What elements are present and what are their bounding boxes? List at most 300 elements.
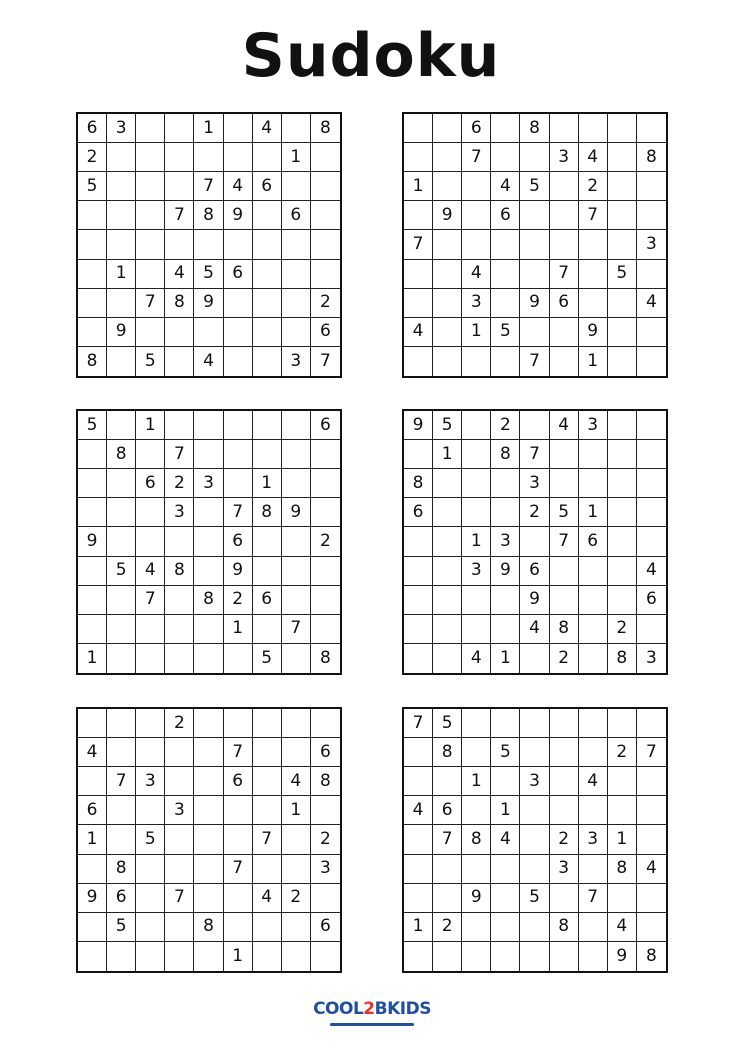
sudoku-cell: 7 xyxy=(165,201,194,230)
sudoku-cell: 7 xyxy=(462,143,491,172)
sudoku-cell xyxy=(224,411,253,440)
sudoku-cell xyxy=(433,644,462,673)
sudoku-cell: 2 xyxy=(491,411,520,440)
sudoku-cell: 2 xyxy=(579,172,608,201)
sudoku-cell xyxy=(224,440,253,469)
sudoku-cell xyxy=(107,825,136,854)
sudoku-cell xyxy=(78,498,107,527)
sudoku-cell xyxy=(637,172,666,201)
sudoku-cell: 1 xyxy=(224,942,253,971)
sudoku-cell xyxy=(282,230,311,259)
sudoku-cell xyxy=(136,738,165,767)
sudoku-cell xyxy=(491,913,520,942)
sudoku-cell: 8 xyxy=(107,855,136,884)
sudoku-cell xyxy=(637,440,666,469)
sudoku-cell xyxy=(107,527,136,556)
sudoku-cell xyxy=(136,615,165,644)
sudoku-cell xyxy=(282,709,311,738)
sudoku-cell xyxy=(194,796,223,825)
sudoku-cell xyxy=(253,230,282,259)
sudoku-cell xyxy=(433,498,462,527)
sudoku-cell: 2 xyxy=(78,143,107,172)
sudoku-cell xyxy=(253,411,282,440)
sudoku-cell xyxy=(520,825,549,854)
sudoku-cell xyxy=(491,347,520,376)
sudoku-cell xyxy=(107,709,136,738)
sudoku-cell: 8 xyxy=(320,647,331,668)
sudoku-cell: 5 xyxy=(107,557,136,586)
sudoku-cell xyxy=(462,411,491,440)
sudoku-cell: 7 xyxy=(136,586,165,615)
logo-text-suffix: BKIDS xyxy=(374,999,431,1019)
sudoku-cell xyxy=(637,114,666,143)
sudoku-cell xyxy=(136,709,165,738)
sudoku-cell xyxy=(107,230,136,259)
sudoku-cell xyxy=(579,709,608,738)
sudoku-cell xyxy=(194,615,223,644)
sudoku-cell: 6 xyxy=(136,469,165,498)
sudoku-cell: 8 xyxy=(311,767,340,796)
sudoku-cell xyxy=(282,318,311,347)
sudoku-cell: 2 xyxy=(311,289,340,318)
sudoku-cell: 5 xyxy=(433,709,462,738)
sudoku-cell: 2 xyxy=(165,469,194,498)
sudoku-cell xyxy=(462,615,491,644)
sudoku-cell: 2 xyxy=(311,825,340,854)
sudoku-cell xyxy=(165,767,194,796)
sudoku-cell xyxy=(491,709,520,738)
sudoku-cell xyxy=(550,942,579,971)
sudoku-cell xyxy=(136,440,165,469)
sudoku-cell: 7 xyxy=(550,260,579,289)
sudoku-cell xyxy=(404,114,433,143)
sudoku-cell: 4 xyxy=(550,411,579,440)
sudoku-cell xyxy=(253,796,282,825)
sudoku-cell: 6 xyxy=(520,557,549,586)
sudoku-cell xyxy=(608,586,637,615)
sudoku-cell xyxy=(637,796,666,825)
sudoku-cell: 8 xyxy=(646,945,657,966)
sudoku-cell: 6 xyxy=(311,913,340,942)
sudoku-cell: 6 xyxy=(311,411,340,440)
sudoku-cell xyxy=(520,644,549,673)
sudoku-cell xyxy=(78,440,107,469)
sudoku-cell xyxy=(107,143,136,172)
sudoku-cell xyxy=(194,825,223,854)
sudoku-cell xyxy=(579,260,608,289)
sudoku-cell xyxy=(253,347,282,376)
sudoku-cell: 3 xyxy=(136,767,165,796)
sudoku-cell xyxy=(579,913,608,942)
sudoku-cell xyxy=(608,230,637,259)
sudoku-cell xyxy=(433,855,462,884)
sudoku-cell xyxy=(550,767,579,796)
sudoku-cell xyxy=(491,143,520,172)
sudoku-cell xyxy=(462,709,491,738)
sudoku-cell: 8 xyxy=(253,498,282,527)
sudoku-cell xyxy=(253,855,282,884)
sudoku-cell xyxy=(433,289,462,318)
sudoku-cell xyxy=(107,586,136,615)
sudoku-cell xyxy=(78,230,107,259)
sudoku-cell xyxy=(253,289,282,318)
sudoku-cell xyxy=(550,318,579,347)
sudoku-cell xyxy=(404,738,433,767)
sudoku-cell xyxy=(491,289,520,318)
sudoku-cell: 4 xyxy=(224,172,253,201)
sudoku-cell: 3 xyxy=(579,411,608,440)
sudoku-cell: 2 xyxy=(608,738,637,767)
sudoku-cell: 3 xyxy=(579,825,608,854)
sudoku-cell: 1 xyxy=(404,172,433,201)
sudoku-cell xyxy=(136,884,165,913)
sudoku-cell: 4 xyxy=(520,615,549,644)
sudoku-cell: 5 xyxy=(433,411,462,440)
sudoku-cell: 9 xyxy=(608,942,637,971)
sudoku-cell xyxy=(520,318,549,347)
sudoku-cell xyxy=(608,527,637,556)
sudoku-cell: 4 xyxy=(608,913,637,942)
sudoku-cell xyxy=(579,644,608,673)
sudoku-cell xyxy=(433,767,462,796)
sudoku-cell xyxy=(165,411,194,440)
sudoku-cell xyxy=(311,143,340,172)
sudoku-cell xyxy=(107,469,136,498)
sudoku-cell xyxy=(637,498,666,527)
sudoku-cell xyxy=(107,289,136,318)
sudoku-cell xyxy=(491,230,520,259)
sudoku-cell xyxy=(282,855,311,884)
sudoku-cell xyxy=(107,796,136,825)
sudoku-cell xyxy=(404,557,433,586)
sudoku-cell xyxy=(136,201,165,230)
sudoku-cell xyxy=(462,498,491,527)
sudoku-cell xyxy=(136,318,165,347)
sudoku-cell xyxy=(433,527,462,556)
sudoku-cell xyxy=(608,172,637,201)
sudoku-cell: 2 xyxy=(311,527,340,556)
sudoku-cell xyxy=(78,201,107,230)
sudoku-cell xyxy=(608,557,637,586)
sudoku-cell xyxy=(224,347,253,376)
sudoku-cell: 7 xyxy=(165,884,194,913)
sudoku-cell xyxy=(311,557,340,586)
sudoku-cell: 2 xyxy=(282,884,311,913)
sudoku-cell: 7 xyxy=(224,738,253,767)
sudoku-cell: 9 xyxy=(579,318,608,347)
sudoku-cell xyxy=(311,586,340,615)
sudoku-cell xyxy=(608,767,637,796)
sudoku-cell: 5 xyxy=(491,738,520,767)
sudoku-cell xyxy=(608,440,637,469)
sudoku-cell xyxy=(107,942,136,971)
sudoku-cell xyxy=(78,942,107,971)
sudoku-cell: 7 xyxy=(520,440,549,469)
sudoku-cell xyxy=(462,855,491,884)
sudoku-cell xyxy=(520,913,549,942)
sudoku-cell xyxy=(550,201,579,230)
sudoku-cell xyxy=(107,498,136,527)
sudoku-cell xyxy=(282,260,311,289)
sudoku-cell: 4 xyxy=(253,884,282,913)
sudoku-cell: 2 xyxy=(224,586,253,615)
sudoku-cell: 4 xyxy=(462,644,491,673)
sudoku-cell xyxy=(520,527,549,556)
sudoku-cell: 4 xyxy=(637,289,666,318)
sudoku-cell xyxy=(165,615,194,644)
sudoku-cell xyxy=(282,411,311,440)
sudoku-cell xyxy=(136,114,165,143)
sudoku-cell: 3 xyxy=(550,855,579,884)
sudoku-cell xyxy=(311,230,340,259)
sudoku-cell: 9 xyxy=(520,586,549,615)
sudoku-cell: 3 xyxy=(520,469,549,498)
sudoku-cell xyxy=(579,796,608,825)
sudoku-cell xyxy=(637,913,666,942)
sudoku-cell: 6 xyxy=(78,796,107,825)
sudoku-cell xyxy=(194,767,223,796)
sudoku-cell xyxy=(194,230,223,259)
sudoku-cell xyxy=(165,644,194,673)
sudoku-cell xyxy=(224,709,253,738)
sudoku-cell: 3 xyxy=(311,855,340,884)
sudoku-cell xyxy=(579,114,608,143)
sudoku-cell xyxy=(404,201,433,230)
sudoku-cell: 1 xyxy=(491,796,520,825)
sudoku-cell xyxy=(462,586,491,615)
sudoku-cell xyxy=(637,767,666,796)
sudoku-cell: 8 xyxy=(165,289,194,318)
sudoku-cell: 8 xyxy=(637,143,666,172)
sudoku-cell xyxy=(311,172,340,201)
sudoku-cell xyxy=(224,143,253,172)
sudoku-cell xyxy=(637,347,666,376)
sudoku-cell: 4 xyxy=(78,738,107,767)
sudoku-cell xyxy=(282,913,311,942)
sudoku-cell xyxy=(136,260,165,289)
sudoku-cell xyxy=(579,557,608,586)
sudoku-cell xyxy=(520,260,549,289)
sudoku-cell xyxy=(165,318,194,347)
sudoku-cell xyxy=(78,289,107,318)
sudoku-cell xyxy=(78,260,107,289)
sudoku-cell xyxy=(637,825,666,854)
sudoku-cell xyxy=(433,172,462,201)
sudoku-cell xyxy=(78,557,107,586)
sudoku-cell xyxy=(165,172,194,201)
sudoku-cell: 8 xyxy=(311,114,340,143)
sudoku-cell xyxy=(253,767,282,796)
sudoku-cell xyxy=(136,172,165,201)
sudoku-cell: 1 xyxy=(491,644,520,673)
sudoku-cell xyxy=(165,738,194,767)
sudoku-cell: 5 xyxy=(107,913,136,942)
sudoku-cell xyxy=(404,260,433,289)
sudoku-cell xyxy=(282,738,311,767)
sudoku-cell: 5 xyxy=(550,498,579,527)
sudoku-cell xyxy=(579,615,608,644)
sudoku-cell: 6 xyxy=(462,114,491,143)
logo-underline xyxy=(330,1023,414,1026)
page-title: Sudoku xyxy=(241,21,501,91)
sudoku-cell xyxy=(165,825,194,854)
sudoku-cell: 8 xyxy=(462,825,491,854)
sudoku-cell xyxy=(404,143,433,172)
sudoku-cell xyxy=(282,114,311,143)
sudoku-cell: 6 xyxy=(253,172,282,201)
sudoku-cell xyxy=(579,738,608,767)
sudoku-cell xyxy=(194,411,223,440)
sudoku-cell xyxy=(520,796,549,825)
sudoku-cell xyxy=(462,172,491,201)
sudoku-cell xyxy=(107,738,136,767)
sudoku-cell xyxy=(433,884,462,913)
sudoku-cell xyxy=(608,201,637,230)
sudoku-cell xyxy=(194,644,223,673)
sudoku-cell xyxy=(194,709,223,738)
sudoku-cell: 6 xyxy=(579,527,608,556)
sudoku-cell: 4 xyxy=(637,557,666,586)
sudoku-cell xyxy=(520,942,549,971)
sudoku-cell xyxy=(462,913,491,942)
sudoku-cell xyxy=(194,557,223,586)
sudoku-cell xyxy=(165,855,194,884)
sudoku-puzzle-5 xyxy=(76,707,342,973)
sudoku-puzzle-1 xyxy=(76,112,342,378)
sudoku-cell xyxy=(194,738,223,767)
sudoku-cell xyxy=(253,440,282,469)
sudoku-cell: 1 xyxy=(579,498,608,527)
sudoku-cell: 6 xyxy=(550,289,579,318)
sudoku-cell: 7 xyxy=(637,738,666,767)
sudoku-cell xyxy=(491,942,520,971)
sudoku-cell xyxy=(433,615,462,644)
sudoku-cell: 2 xyxy=(520,498,549,527)
sudoku-cell xyxy=(253,738,282,767)
sudoku-cell xyxy=(433,114,462,143)
sudoku-cell: 9 xyxy=(433,201,462,230)
sudoku-cell xyxy=(165,114,194,143)
sudoku-cell xyxy=(224,913,253,942)
sudoku-cell xyxy=(462,230,491,259)
sudoku-cell: 4 xyxy=(579,143,608,172)
sudoku-cell: 3 xyxy=(194,469,223,498)
sudoku-cell: 8 xyxy=(404,469,433,498)
sudoku-cell xyxy=(462,942,491,971)
sudoku-cell xyxy=(462,469,491,498)
sudoku-cell xyxy=(311,709,340,738)
sudoku-cell: 7 xyxy=(579,201,608,230)
sudoku-cell xyxy=(78,615,107,644)
sudoku-puzzle-6 xyxy=(402,707,668,973)
sudoku-cell: 3 xyxy=(491,527,520,556)
sudoku-cell xyxy=(282,440,311,469)
sudoku-cell xyxy=(311,615,340,644)
sudoku-cell xyxy=(433,230,462,259)
sudoku-cell xyxy=(253,318,282,347)
sudoku-cell xyxy=(491,767,520,796)
sudoku-cell: 4 xyxy=(282,767,311,796)
sudoku-cell xyxy=(282,289,311,318)
sudoku-cell xyxy=(404,615,433,644)
sudoku-cell xyxy=(550,469,579,498)
sudoku-cell xyxy=(491,260,520,289)
sudoku-cell: 9 xyxy=(224,557,253,586)
sudoku-cell xyxy=(462,201,491,230)
sudoku-cell: 8 xyxy=(194,201,223,230)
sudoku-cell xyxy=(107,347,136,376)
sudoku-cell: 3 xyxy=(282,347,311,376)
sudoku-cell: 8 xyxy=(194,913,223,942)
sudoku-cell: 3 xyxy=(637,230,666,259)
sudoku-cell xyxy=(78,709,107,738)
sudoku-cell: 4 xyxy=(491,172,520,201)
sudoku-cell xyxy=(491,855,520,884)
sudoku-cell xyxy=(462,347,491,376)
sudoku-cell xyxy=(311,469,340,498)
sudoku-cell xyxy=(550,557,579,586)
sudoku-cell xyxy=(253,709,282,738)
sudoku-cell xyxy=(579,440,608,469)
sudoku-cell xyxy=(136,527,165,556)
sudoku-cell xyxy=(194,143,223,172)
cool2bkids-logo xyxy=(312,998,432,1030)
sudoku-cell: 3 xyxy=(462,557,491,586)
sudoku-cell: 8 xyxy=(107,440,136,469)
sudoku-cell xyxy=(107,644,136,673)
sudoku-cell xyxy=(608,114,637,143)
sudoku-cell: 7 xyxy=(282,615,311,644)
sudoku-cell xyxy=(404,440,433,469)
sudoku-cell xyxy=(78,469,107,498)
sudoku-cell: 1 xyxy=(404,913,433,942)
sudoku-cell xyxy=(136,796,165,825)
sudoku-cell xyxy=(520,201,549,230)
sudoku-cell xyxy=(78,318,107,347)
sudoku-cell xyxy=(282,527,311,556)
sudoku-cell: 7 xyxy=(107,767,136,796)
logo-text-prefix: COOL xyxy=(313,999,364,1019)
sudoku-cell xyxy=(550,114,579,143)
sudoku-cell: 6 xyxy=(253,586,282,615)
sudoku-cell xyxy=(637,260,666,289)
sudoku-cell: 8 xyxy=(608,855,637,884)
sudoku-cell xyxy=(433,557,462,586)
sudoku-cell: 6 xyxy=(491,201,520,230)
sudoku-cell: 1 xyxy=(194,114,223,143)
sudoku-cell xyxy=(253,942,282,971)
sudoku-cell: 7 xyxy=(520,347,549,376)
sudoku-cell xyxy=(165,230,194,259)
sudoku-cell xyxy=(282,172,311,201)
sudoku-cell xyxy=(224,796,253,825)
sudoku-cell xyxy=(194,942,223,971)
sudoku-cell xyxy=(194,855,223,884)
sudoku-cell: 9 xyxy=(404,411,433,440)
sudoku-cell xyxy=(78,586,107,615)
sudoku-cell xyxy=(165,586,194,615)
sudoku-cell xyxy=(107,172,136,201)
sudoku-cell xyxy=(311,201,340,230)
sudoku-cell: 2 xyxy=(550,644,579,673)
sudoku-cell: 4 xyxy=(165,260,194,289)
sudoku-cell xyxy=(224,318,253,347)
sudoku-cell xyxy=(253,615,282,644)
sudoku-cell xyxy=(520,855,549,884)
sudoku-cell: 9 xyxy=(491,557,520,586)
sudoku-cell xyxy=(637,318,666,347)
sudoku-cell xyxy=(579,230,608,259)
